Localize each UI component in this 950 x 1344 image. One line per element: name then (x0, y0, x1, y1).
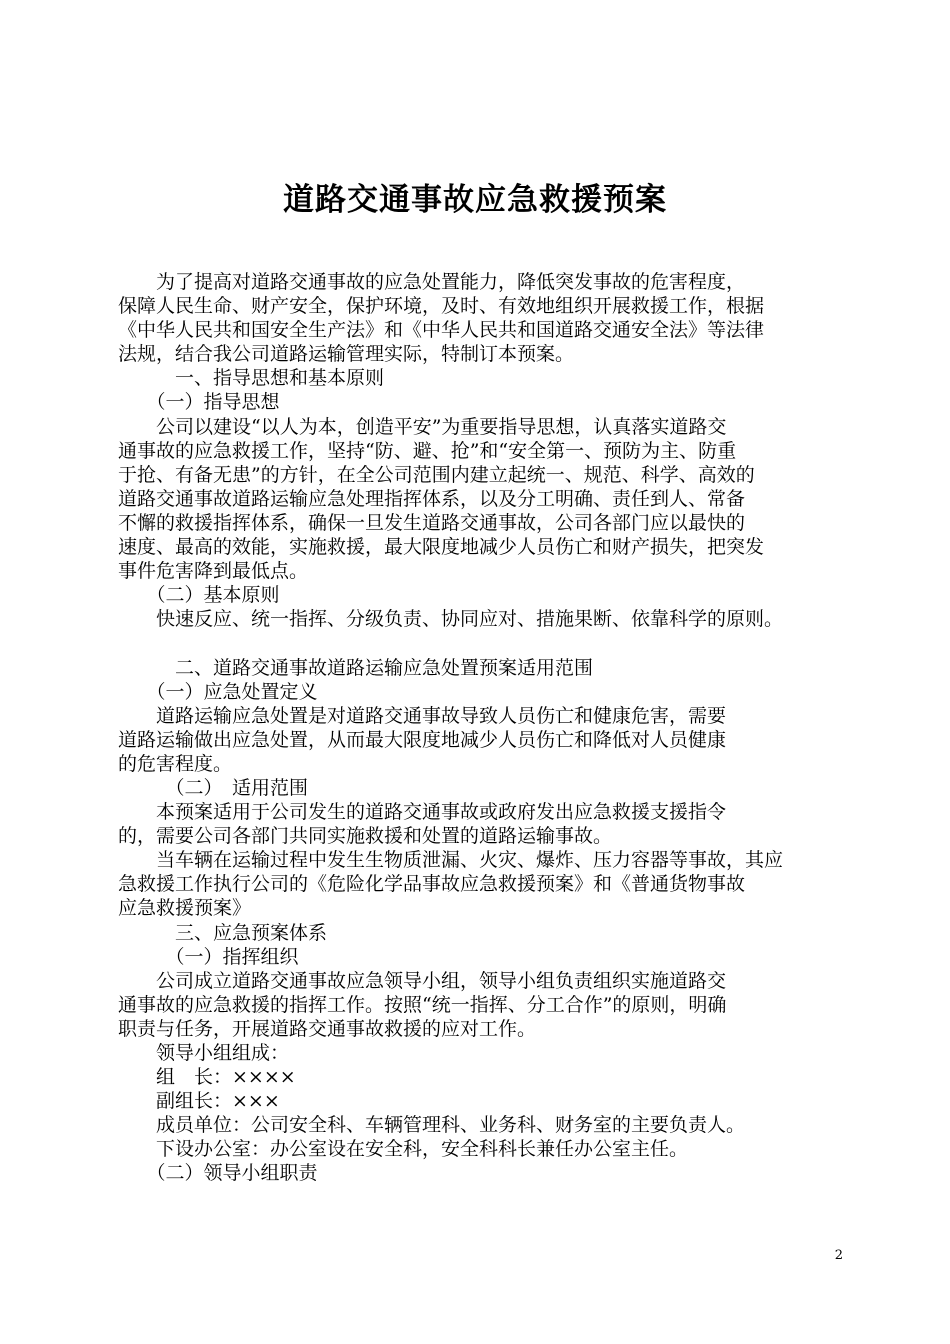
text-line: 职责与任务，开展道路交通事故救援的应对工作。 (118, 1017, 537, 1040)
text-line: 应急救援预案》 (118, 897, 252, 920)
text-line: 保障人民生命、财产安全，保护环境，及时、有效地组织开展救援工作，根据 (118, 295, 765, 318)
text-line: 法规，结合我公司道路运输管理实际，特制订本预案。 (118, 343, 575, 366)
text-line: （二） 适用范围 (118, 776, 309, 799)
text-line: （二）领导小组职责 (118, 1162, 318, 1185)
text-line: 当车辆在运输过程中发生生物质泄漏、火灾、爆炸、压力容器等事故，其应 (118, 849, 784, 872)
text-line (118, 631, 853, 655)
text-line: 事件危害降到最低点。 (118, 560, 309, 583)
text-line: 道路运输做出应急处置，从而最大限度地减少人员伤亡和降低对人员健康 (118, 728, 727, 751)
text-line: 成员单位：公司安全科、车辆管理科、业务科、财务室的主要负责人。 (118, 1114, 746, 1137)
text-line: 通事故的应急救援工作，坚持“防、避、抢”和“安全第一、预防为主、防重 (118, 439, 737, 462)
text-line: 本预案适用于公司发生的道路交通事故或政府发出应急救援支援指令 (118, 801, 727, 824)
text-line: 为了提高对道路交通事故的应急处置能力，降低突发事故的危害程度， (118, 271, 746, 293)
text-line: 快速反应、统一指挥、分级负责、协同应对、措施果断、依靠科学的原则。 (118, 608, 784, 631)
text-line: 下设办公室：办公室设在安全科，安全科科长兼任办公室主任。 (118, 1138, 689, 1161)
text-line: 组 长：×××× (118, 1066, 296, 1089)
text-line: （一）指挥组织 (118, 945, 299, 968)
page-number: 2 (834, 1248, 843, 1263)
text-line: 领导小组组成： (118, 1042, 290, 1064)
text-line: 的，需要公司各部门共同实施救援和处置的道路运输事故。 (118, 825, 613, 848)
text-line: （一）指导思想 (118, 391, 280, 414)
text-line: 副组长：××× (118, 1090, 280, 1113)
document-body (118, 270, 853, 1186)
text-line: 的危害程度。 (118, 752, 233, 775)
text-line: （二）基本原则 (118, 584, 280, 607)
text-line: 于抢、有备无患”的方针，在全公司范围内建立起统一、规范、科学、高效的 (118, 463, 755, 486)
text-line: 一、指导思想和基本原则 (118, 367, 385, 390)
text-line: 不懈的救援指挥体系，确保一旦发生道路交通事故，公司各部门应以最快的 (118, 511, 746, 534)
text-line: 二、道路交通事故道路运输应急处置预案适用范围 (118, 656, 594, 679)
text-line: 速度、最高的效能，实施救援，最大限度地减少人员伤亡和财产损失，把突发 (118, 536, 765, 559)
text-line: 三、应急预案体系 (118, 921, 328, 944)
text-line: 通事故的应急救援的指挥工作。按照“统一指挥、分工合作”的原则，明确 (118, 993, 727, 1016)
text-line: 道路交通事故道路运输应急处理指挥体系，以及分工明确、责任到人、常备 (118, 487, 746, 510)
document-title: 道路交通事故应急救援预案 (283, 182, 667, 218)
text-line: 道路运输应急处置是对道路交通事故导致人员伤亡和健康危害，需要 (118, 704, 727, 727)
text-line: 急救援工作执行公司的《危险化学品事故应急救援预案》和《普通货物事故 (118, 873, 746, 896)
text-line: 公司成立道路交通事故应急领导小组，领导小组负责组织实施道路交 (118, 969, 727, 992)
text-line: （一）应急处置定义 (118, 680, 318, 703)
text-line: 公司以建设“以人为本，创造平安”为重要指导思想，认真落实道路交 (118, 415, 727, 438)
text-line: 《中华人民共和国安全生产法》和《中华人民共和国道路交通安全法》等法律 (118, 319, 765, 342)
